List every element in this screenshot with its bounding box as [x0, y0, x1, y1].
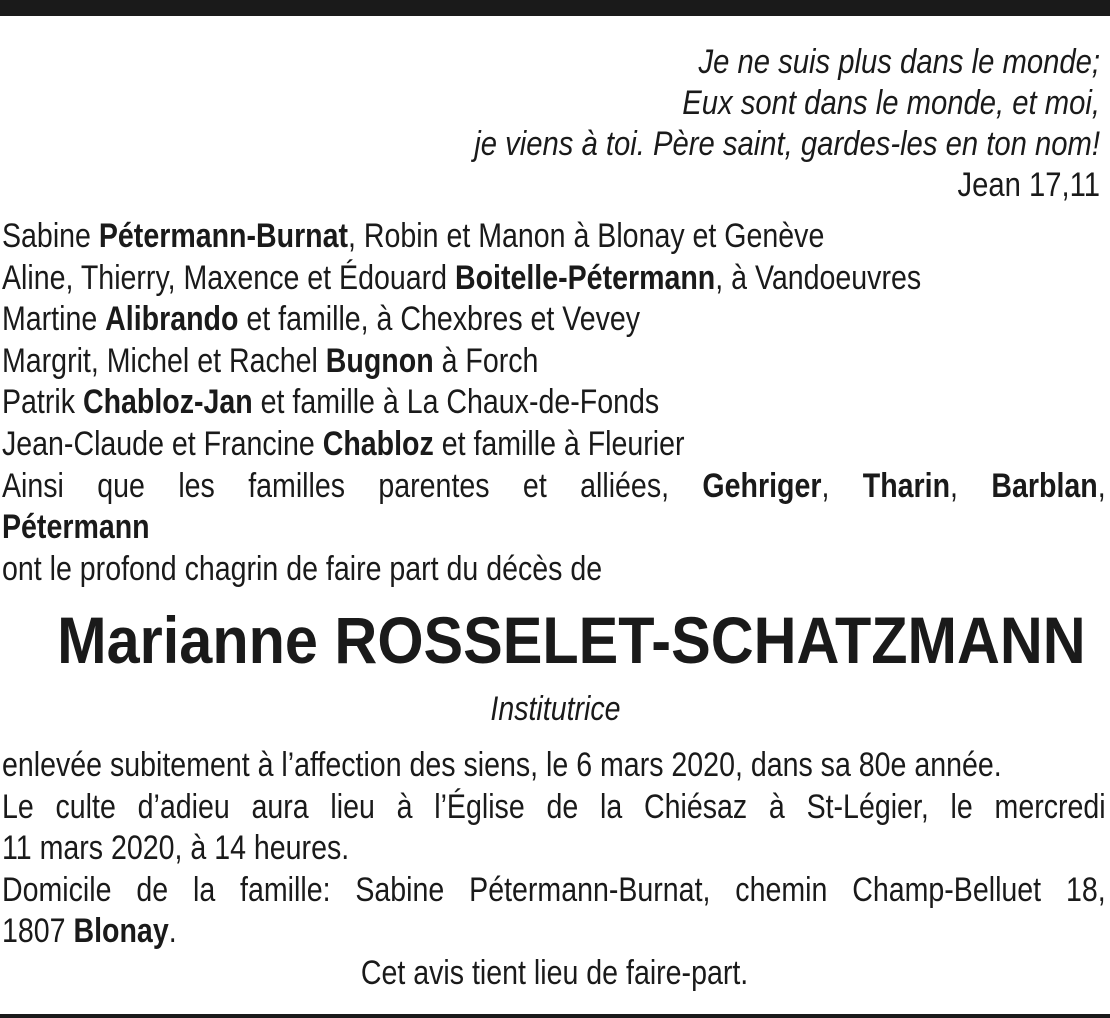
- allied-families-line: [2, 507, 929, 549]
- bible-verse: [200, 42, 1100, 206]
- family-name: Chabloz-Jan: [82, 383, 253, 422]
- passing-line: enlevée subitement à l’affection des siens, le 6 mars 2020, dans sa 80e année.: [2, 746, 1002, 784]
- mourners-list: [2, 216, 1106, 590]
- mourner-line: Martine Alibrando et famille, à Chexbres et Vevey: [2, 300, 641, 339]
- verse-line: Eux sont dans le monde, et moi,: [682, 84, 1100, 122]
- town-name: Blonay: [73, 912, 169, 950]
- domicile-town-line: 1807 Blonay.: [2, 912, 177, 950]
- mourner-line: Patrik Chabloz-Jan et famille à La Chaux-de-Fonds: [2, 383, 660, 422]
- mourner-line: Aline, Thierry, Maxence et Édouard Boitelle-Pétermann, à Vandoeuvres: [2, 258, 922, 297]
- family-name: Tharin: [862, 466, 951, 505]
- announcement-line: ont le profond chagrin de faire part du décès de: [2, 549, 603, 588]
- funeral-details: [2, 745, 1106, 953]
- family-name: Pétermann-Burnat: [98, 217, 349, 255]
- bottom-border-rule: [0, 1014, 1110, 1018]
- verse-line: je viens à toi. Père saint, gardes-les en ton nom!: [474, 125, 1100, 163]
- deceased-name: Marianne ROSSELET-SCHATZMANN: [57, 603, 1086, 677]
- verse-reference: Jean 17,11: [957, 166, 1100, 204]
- verse-line: Je ne suis plus dans le monde;: [698, 43, 1100, 81]
- family-name: Alibrando: [105, 300, 239, 339]
- family-name: Pétermann: [2, 508, 150, 547]
- family-name: Bugnon: [325, 341, 434, 380]
- service-date-line: 11 mars 2020, à 14 heures.: [2, 829, 350, 867]
- family-name: Boitelle-Pétermann: [454, 258, 716, 297]
- mourner-line: Jean-Claude et Francine Chabloz et famille à Fleurier: [2, 424, 685, 463]
- top-border-bar: [0, 0, 1110, 16]
- family-name: Barblan: [991, 466, 1098, 505]
- family-name: Chabloz: [322, 424, 434, 463]
- service-line: Le culte d’adieu aura lieu à l’Église de la Chiésaz à St-Légier, le mercredi: [2, 787, 1106, 826]
- mourner-line: Margrit, Michel et Rachel Bugnon à Forch: [2, 341, 539, 380]
- mourner-line: Sabine Pétermann-Burnat, Robin et Manon à Blonay et Genève: [2, 217, 825, 255]
- domicile-line: Domicile de la famille: Sabine Pétermann-Burnat, chemin Champ-Belluet 18,: [2, 870, 1106, 909]
- allied-families-line: Ainsi que les familles parentes et alliées, Gehriger, Tharin, Barblan,: [2, 466, 1106, 505]
- family-name: Gehriger: [702, 466, 822, 505]
- closing-note: Cet avis tient lieu de faire-part.: [361, 954, 749, 992]
- deceased-profession: Institutrice: [489, 690, 621, 728]
